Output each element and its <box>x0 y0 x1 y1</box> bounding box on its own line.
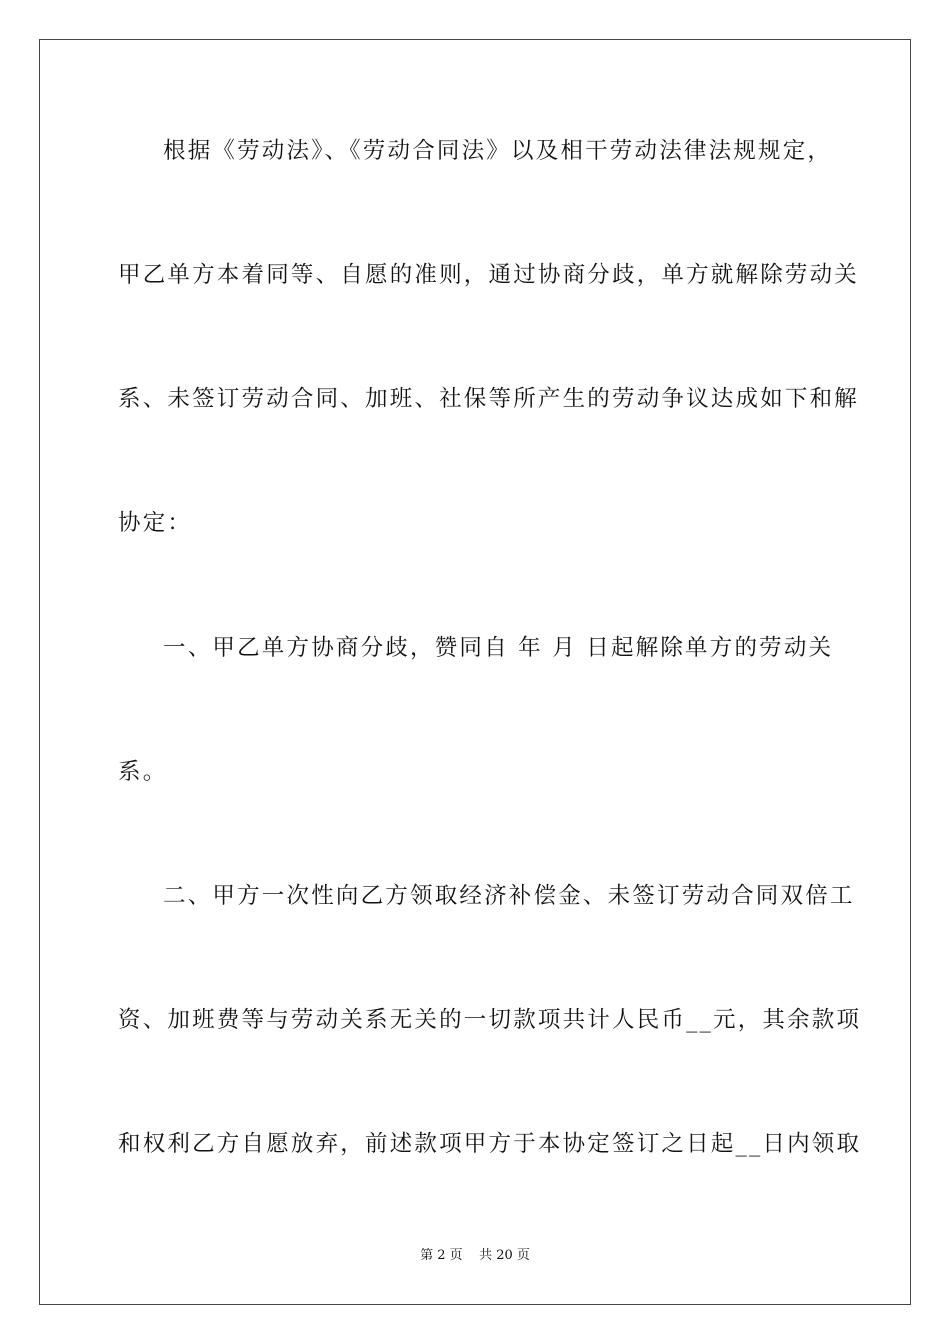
paragraph-line-9: 和权利乙方自愿放弃，前述款项甲方于本协定签订之日起__日内领取 <box>118 1131 862 1157</box>
page-number-footer: 第 2 页 共 20 页 <box>420 1248 530 1263</box>
paragraph-line-3: 系、未签订劳动合同、加班、社保等所产生的劳动争议达成如下和解 <box>118 386 860 412</box>
paragraph-line-1: 根据《劳动法》、《劳动合同法》以及相干劳动法律法规规定， <box>163 138 833 164</box>
page-frame <box>39 39 911 1305</box>
paragraph-line-8: 资、加班费等与劳动关系无关的一切款项共计人民币__元，其余款项 <box>118 1007 862 1033</box>
paragraph-line-4: 协定： <box>118 510 193 536</box>
paragraph-line-7: 二、甲方一次性向乙方领取经济补偿金、未签订劳动合同双倍工 <box>163 883 855 909</box>
paragraph-line-6: 系。 <box>118 759 168 785</box>
paragraph-line-5: 一、甲乙单方协商分歧，赞同自 年 月 日起解除单方的劳动关 <box>163 635 834 661</box>
paragraph-line-2: 甲乙单方本着同等、自愿的准则，通过协商分歧，单方就解除劳动关 <box>118 262 860 288</box>
